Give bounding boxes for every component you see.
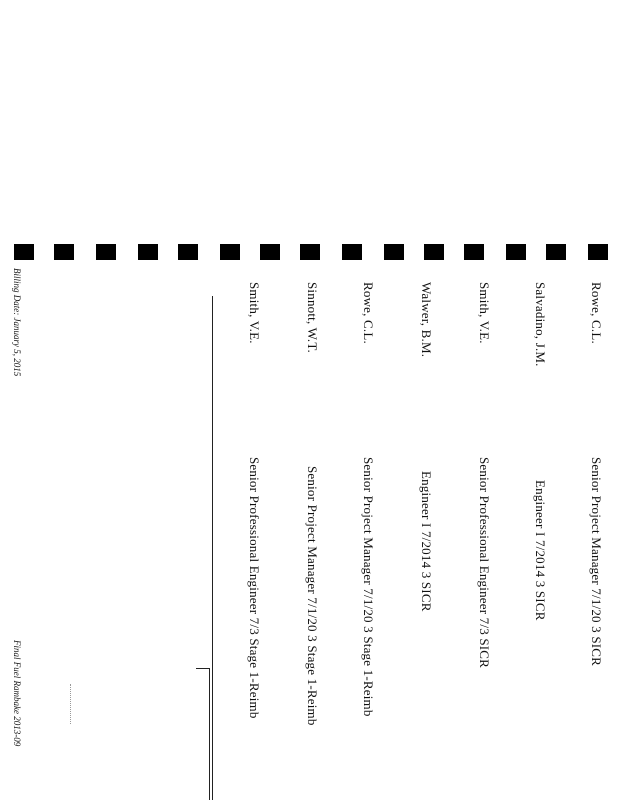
registration-mark (506, 244, 526, 260)
table-rule (212, 296, 213, 800)
registration-marks (0, 240, 618, 270)
registration-mark (300, 244, 320, 260)
employee-detail: Senior Professional Engineer 7/3 Stage 1-Reimb (247, 457, 262, 719)
registration-mark (588, 244, 608, 260)
employee-detail: Engineer I 7/2014 3 SICR (533, 480, 548, 621)
table-rule (196, 668, 210, 669)
report-footer: Final Fuel Rambake 2013-09 (12, 640, 22, 747)
registration-mark (384, 244, 404, 260)
registration-mark (14, 244, 34, 260)
registration-mark (220, 244, 240, 260)
table-row (246, 282, 262, 719)
employee-detail: Senior Project Manager 7/1/20 3 Stage 1-Reimb (361, 457, 376, 717)
employee-name: Walwer, B.M. (419, 282, 434, 358)
employee-name: Salvadino, J.M. (533, 282, 548, 367)
table-row (360, 282, 376, 717)
employee-detail: Senior Professional Engineer 7/3 SICR (477, 457, 492, 669)
registration-mark (424, 244, 444, 260)
table-row (304, 282, 320, 726)
employee-name: Smith, V.E. (247, 282, 262, 344)
table-row (418, 282, 434, 611)
table-rule (209, 668, 210, 800)
employee-name: Sinnott, W.T. (305, 282, 320, 353)
registration-mark (260, 244, 280, 260)
registration-mark (178, 244, 198, 260)
employee-name: Smith, V.E. (477, 282, 492, 344)
employee-detail: Senior Project Manager 7/1/20 3 SICR (589, 457, 604, 667)
table-row (532, 282, 548, 621)
registration-mark (54, 244, 74, 260)
employee-detail: Engineer I 7/2014 3 SICR (419, 470, 434, 612)
registration-mark (96, 244, 116, 260)
employee-detail: Senior Project Manager 7/1/20 3 Stage 1-Reimb (305, 466, 320, 726)
table-row (588, 282, 604, 666)
scan-noise (70, 684, 75, 724)
billing-date: Billing Date: January 5, 2015 (12, 268, 22, 377)
registration-mark (546, 244, 566, 260)
employee-name: Rowe, C.L. (589, 282, 604, 344)
registration-mark (138, 244, 158, 260)
registration-mark (464, 244, 484, 260)
employee-name: Rowe, C.L. (361, 282, 376, 344)
table-row (476, 282, 492, 668)
registration-mark (342, 244, 362, 260)
